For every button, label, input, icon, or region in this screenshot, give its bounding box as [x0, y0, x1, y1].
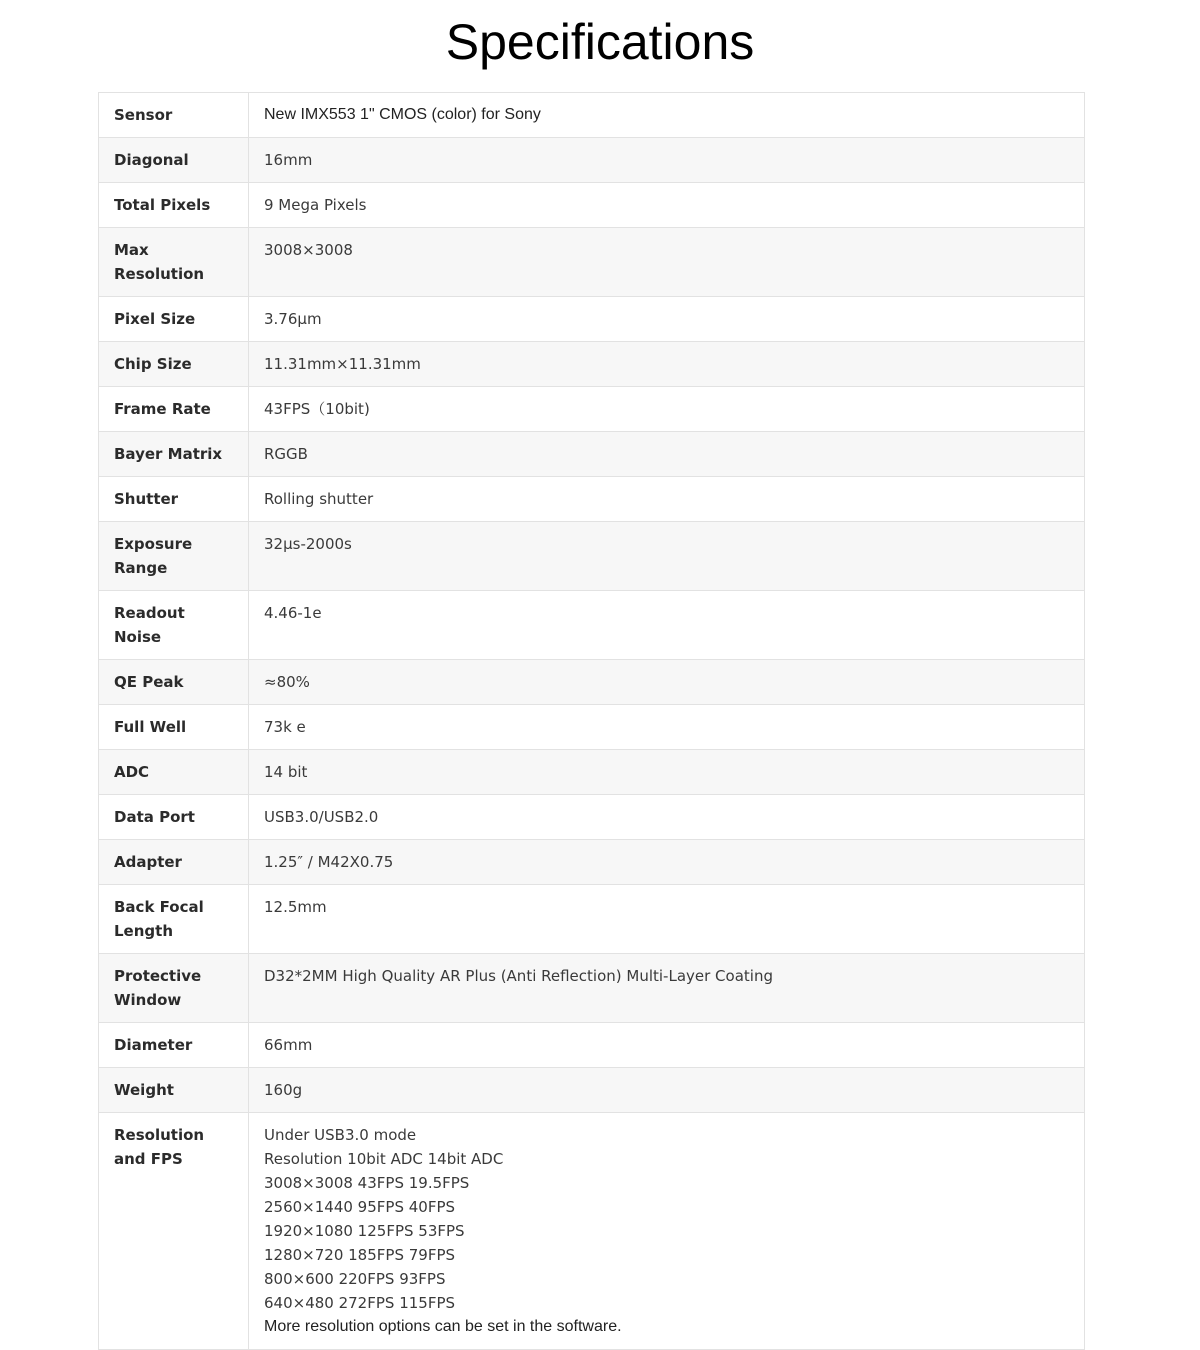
spec-label: Full Well — [99, 705, 249, 750]
table-row — [99, 522, 1085, 591]
resolution-line: 800×600 220FPS 93FPS — [264, 1270, 446, 1288]
spec-label: Protective Window — [99, 954, 249, 1023]
resolution-line: 640×480 272FPS 115FPS — [264, 1294, 456, 1312]
spec-value: 12.5mm — [249, 885, 1085, 954]
spec-value: 14 bit — [249, 750, 1085, 795]
table-row — [99, 1068, 1085, 1113]
spec-value: 9 Mega Pixels — [249, 183, 1085, 228]
resolution-fps-cell — [249, 1113, 1085, 1350]
spec-value: D32*2MM High Quality AR Plus (Anti Reflection) Multi-Layer Coating — [249, 954, 1085, 1023]
resolution-note: More resolution options can be set in the software. — [264, 1318, 622, 1335]
spec-label: Diameter — [99, 1023, 249, 1068]
table-row — [99, 387, 1085, 432]
specifications-table — [98, 92, 1085, 1350]
spec-label: QE Peak — [99, 660, 249, 705]
table-row — [99, 750, 1085, 795]
resolution-line: Under USB3.0 mode — [264, 1126, 417, 1144]
spec-value: 66mm — [249, 1023, 1085, 1068]
table-row — [99, 228, 1085, 297]
spec-label: Adapter — [99, 840, 249, 885]
table-row — [99, 1023, 1085, 1068]
spec-value: 1.25″ / M42X0.75 — [249, 840, 1085, 885]
table-row — [99, 954, 1085, 1023]
spec-label: Chip Size — [99, 342, 249, 387]
resolution-line: 2560×1440 95FPS 40FPS — [264, 1198, 456, 1216]
resolution-line: 3008×3008 43FPS 19.5FPS — [264, 1174, 470, 1192]
table-row — [99, 840, 1085, 885]
spec-label: Bayer Matrix — [99, 432, 249, 477]
spec-label: Data Port — [99, 795, 249, 840]
table-row — [99, 795, 1085, 840]
spec-label: Exposure Range — [99, 522, 249, 591]
page-title: Specifications — [445, 14, 755, 70]
table-row — [99, 477, 1085, 522]
resolution-line: 1280×720 185FPS 79FPS — [264, 1246, 456, 1264]
spec-label: Sensor — [99, 93, 249, 138]
resolution-line: 1920×1080 125FPS 53FPS — [264, 1222, 465, 1240]
spec-label: Max Resolution — [99, 228, 249, 297]
spec-label: Pixel Size — [99, 297, 249, 342]
spec-value: 4.46-1e — [249, 591, 1085, 660]
spec-value: 160g — [249, 1068, 1085, 1113]
table-row — [99, 183, 1085, 228]
spec-value: 3.76μm — [249, 297, 1085, 342]
spec-value: 32μs-2000s — [249, 522, 1085, 591]
spec-value: RGGB — [249, 432, 1085, 477]
table-row — [99, 885, 1085, 954]
table-row — [99, 432, 1085, 477]
spec-label: Frame Rate — [99, 387, 249, 432]
table-row — [99, 93, 1085, 138]
table-row — [99, 1113, 1085, 1350]
spec-value: Rolling shutter — [249, 477, 1085, 522]
table-row — [99, 660, 1085, 705]
spec-label: Shutter — [99, 477, 249, 522]
spec-label: ADC — [99, 750, 249, 795]
spec-value: 16mm — [249, 138, 1085, 183]
table-row — [99, 297, 1085, 342]
spec-value: New IMX553 1" CMOS (color) for Sony — [249, 93, 1085, 138]
spec-label: Diagonal — [99, 138, 249, 183]
resolution-line: Resolution 10bit ADC 14bit ADC — [264, 1150, 504, 1168]
spec-value: ≈80% — [249, 660, 1085, 705]
spec-value: USB3.0/USB2.0 — [249, 795, 1085, 840]
spec-label: Back Focal Length — [99, 885, 249, 954]
spec-label: Resolution and FPS — [99, 1113, 249, 1350]
table-row — [99, 591, 1085, 660]
spec-value: 3008×3008 — [249, 228, 1085, 297]
table-row — [99, 705, 1085, 750]
spec-label: Weight — [99, 1068, 249, 1113]
spec-label: Total Pixels — [99, 183, 249, 228]
spec-value: 11.31mm×11.31mm — [249, 342, 1085, 387]
table-row — [99, 138, 1085, 183]
table-row — [99, 342, 1085, 387]
spec-label: Readout Noise — [99, 591, 249, 660]
spec-value: 73k e — [249, 705, 1085, 750]
spec-value: 43FPS（10bit) — [249, 387, 1085, 432]
